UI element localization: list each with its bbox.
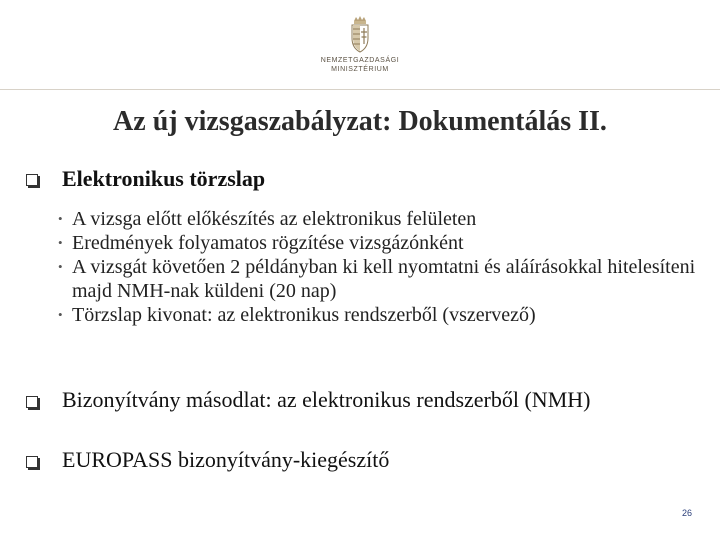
section-title-3: EUROPASS bizonyítvány-kiegészítő <box>62 447 390 472</box>
dot-bullet-icon: • <box>58 259 63 274</box>
sub-bullet-list <box>58 207 698 327</box>
list-item-text: Eredmények folyamatos rögzítése vizsgázónként <box>72 232 464 254</box>
square-bullet-icon <box>26 456 38 468</box>
slide-title: Az új vizsgaszabályzat: Dokumentálás II. <box>113 106 607 137</box>
page-number: 26 <box>681 508 692 518</box>
logo-line-1: NEMZETGAZDASÁGI <box>320 57 400 64</box>
list-item <box>58 303 698 327</box>
section-title-2: Bizonyítvány másodlat: az elektronikus rendszerből (NMH) <box>62 387 591 412</box>
hungarian-coat-of-arms-icon <box>348 14 372 54</box>
logo-line-2: MINISZTÉRIUM <box>331 66 389 73</box>
dot-bullet-icon: • <box>58 235 63 250</box>
list-item-text: Törzslap kivonat: az elektronikus rendszerből (vszervező) <box>72 304 536 326</box>
list-item <box>58 231 698 255</box>
section-title-1: Elektronikus törzslap <box>62 166 266 191</box>
list-item <box>58 207 698 231</box>
dot-bullet-icon: • <box>58 307 63 322</box>
header-divider <box>0 89 720 90</box>
ministry-logo <box>310 14 410 84</box>
list-item-text: A vizsga előtt előkészítés az elektronikus felületen <box>72 208 477 230</box>
list-item <box>58 255 698 303</box>
dot-bullet-icon: • <box>58 211 63 226</box>
list-item-text: A vizsgát követően 2 példányban ki kell nyomtatni és aláírásokkal hitelesíteni majd NMH-nak küldeni (20 nap) <box>72 256 696 302</box>
square-bullet-icon <box>26 396 38 408</box>
square-bullet-icon <box>26 174 38 186</box>
